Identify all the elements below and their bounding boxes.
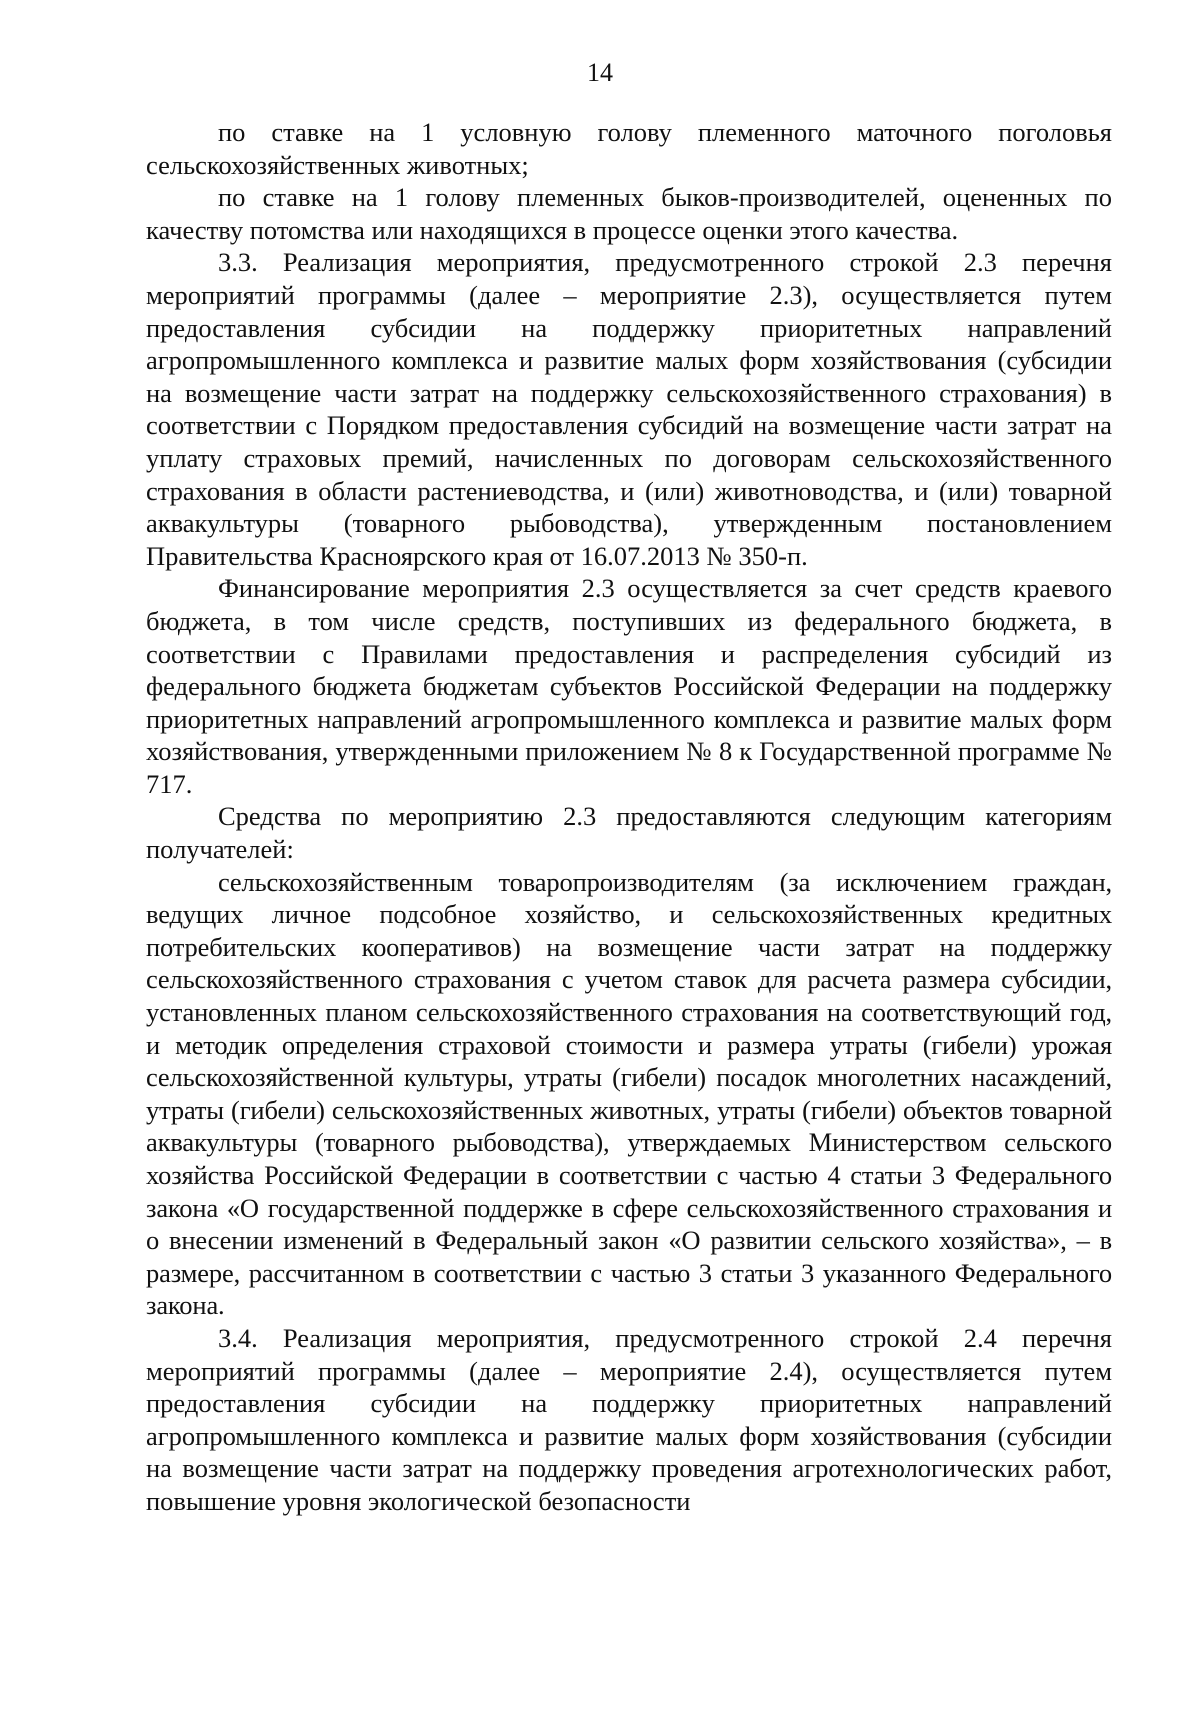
- paragraph-recipient-categories: Средства по мероприятию 2.3 предоставляются следующим категориям получателей:: [146, 801, 1112, 865]
- document-body: [146, 116, 1112, 1518]
- paragraph-financing-2-3: Финансирование мероприятия 2.3 осуществляется за счет средств краевого бюджета, в том числе средств, поступивших из федерального бюджета, в соответствии с Правилами предоставления и распределения субсидий из федерального бюджета бюджетам субъектов Российской Федерации на поддержку приоритетных направлений агропромышленного комплекса и развитие малых форм хозяйствования, утвержденными приложением № 8 к Государственной программе № 717.: [146, 573, 1112, 799]
- paragraph-section-3-3: 3.3. Реализация мероприятия, предусмотренного строкой 2.3 перечня мероприятий программы (далее – мероприятие 2.3), осуществляется путем предоставления субсидии на поддержку приоритетных направлений агропромышленного комплекса и развитие малых форм хозяйствования (субсидии на возмещение части затрат на поддержку сельскохозяйственного страхования) в соответствии с Порядком предоставления субсидий на возмещение части затрат на уплату страховых премий, начисленных по договорам сельскохозяйственного страхования в области растениеводства, и (или) животноводства, и (или) товарной аквакультуры (товарного рыбоводства), утвержденным постановлением Правительства Красноярского края от 16.07.2013 № 350-п.: [146, 247, 1112, 571]
- paragraph-section-3-4: 3.4. Реализация мероприятия, предусмотренного строкой 2.4 перечня мероприятий программы (далее – мероприятие 2.4), осуществляется путем предоставления субсидии на поддержку приоритетных направлений агропромышленного комплекса и развитие малых форм хозяйствования (субсидии на возмещение части затрат на поддержку проведения агротехнологических работ, повышение уровня экологической безопасности: [146, 1322, 1112, 1516]
- paragraph-rate-per-breeding-bull: по ставке на 1 голову племенных быков-производителей, оцененных по качеству потомства или находящихся в процессе оценки этого качества.: [146, 182, 1112, 245]
- page-number: 14: [587, 58, 613, 87]
- paragraph-rate-per-conditional-head: по ставке на 1 условную голову племенного маточного поголовья сельскохозяйственных животных;: [146, 117, 1112, 180]
- paragraph-agricultural-producers: сельскохозяйственным товаропроизводителям (за исключением граждан, ведущих личное подсобное хозяйство, и сельскохозяйственных кредитных потребительских кооперативов) на возмещение части затрат на поддержку сельскохозяйственного страхования с учетом ставок для расчета размера субсидии, установленных планом сельскохозяйственного страхования на соответствующий год, и методик определения страховой стоимости и размера утраты (гибели) урожая сельскохозяйственной культуры, утраты (гибели) посадок многолетних насаждений, утраты (гибели) сельскохозяйственных животных, утраты (гибели) объектов товарной аквакультуры (товарного рыбоводства), утверждаемых Министерством сельского хозяйства Российской Федерации в соответствии с частью 4 статьи 3 Федерального закона «О государственной поддержке в сфере сельскохозяйственного страхования и о внесении изменений в Федеральный закон «О развитии сельского хозяйства», – в размере, рассчитанном в соответствии с частью 3 статьи 3 указанного Федерального закона.: [146, 866, 1112, 1321]
